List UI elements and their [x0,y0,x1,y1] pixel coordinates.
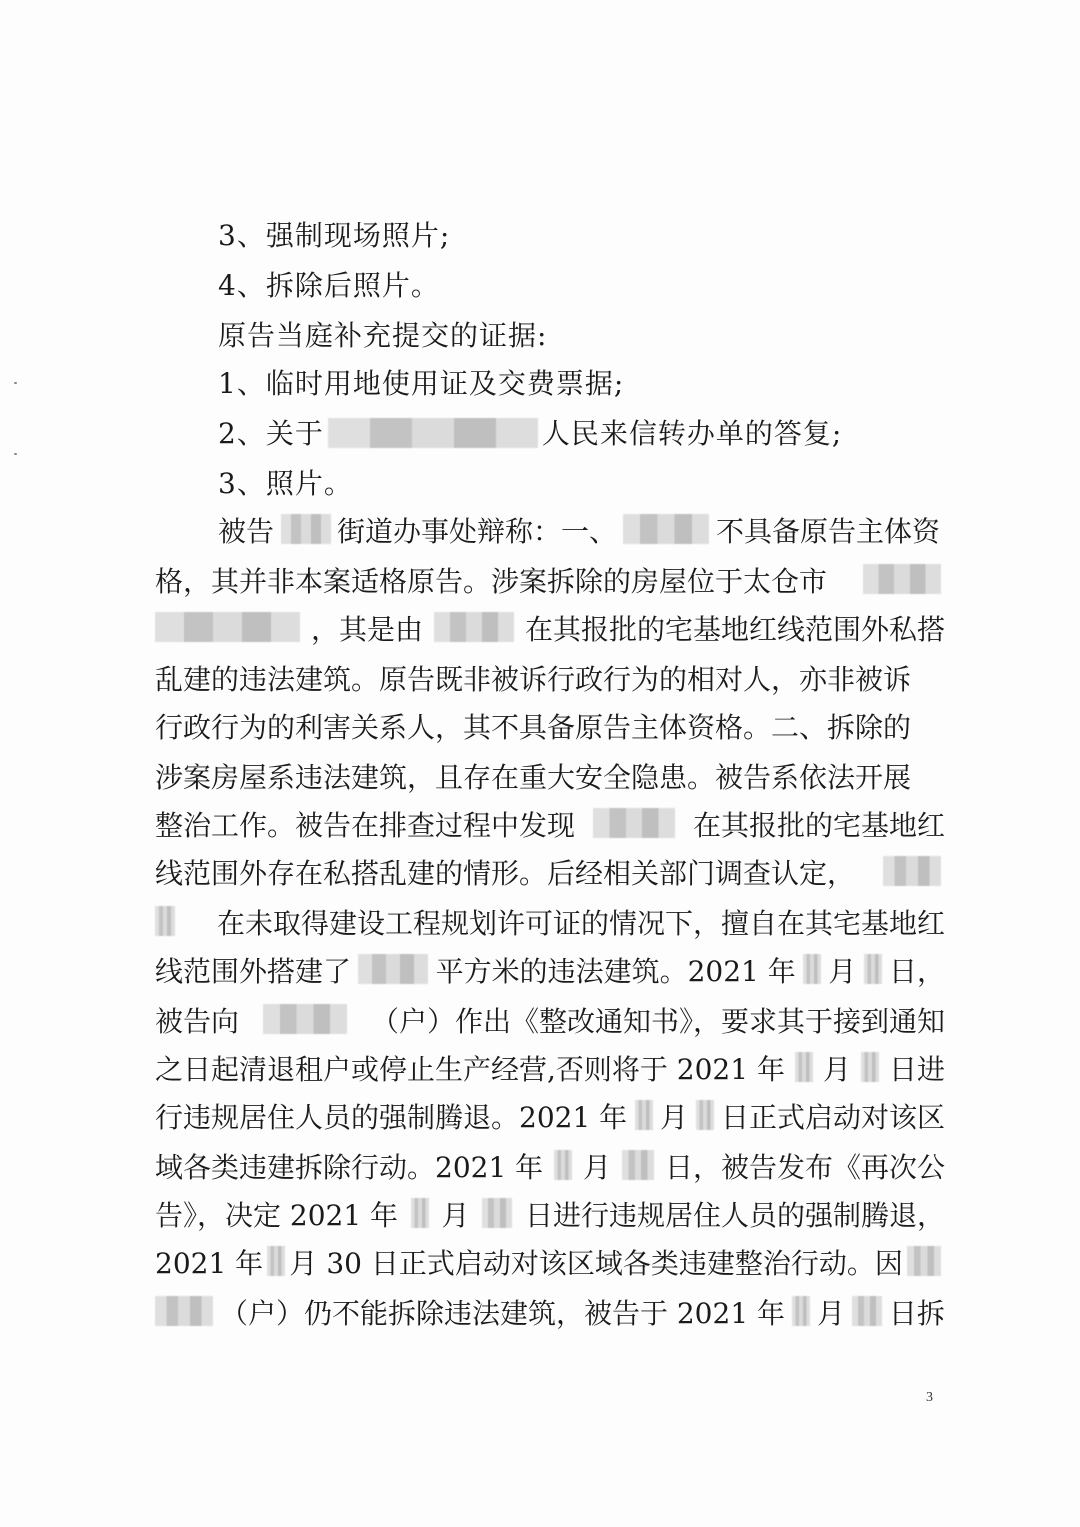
redaction [803,954,821,984]
plaintiff-evidence-1 [218,366,1008,402]
text: （户）仍不能拆除违法建筑，被告于 2021 年 [219,1297,786,1330]
paragraph-line [155,1150,945,1186]
redaction [792,1296,810,1326]
text: 日进行违规居住人员的强制腾退， [524,1199,945,1232]
scan-speck [14,382,17,384]
text: 1、临时用地使用证及交费票据; [218,367,625,400]
redaction [623,514,709,544]
text: 线范围外搭建了 [155,955,352,988]
redaction [554,1150,572,1180]
text: 月 [816,1297,845,1330]
redaction [328,418,538,448]
text: 月 [822,1053,851,1086]
text: 3、强制现场照片; [218,219,451,252]
redaction [267,1246,285,1276]
redaction [864,954,882,984]
paragraph-line [155,906,945,942]
text: 日，被告发布《再次公 [664,1151,945,1184]
text: ，其是由 [310,613,423,646]
text: 在其报批的宅基地红 [692,809,945,842]
redaction [358,954,428,984]
text: 行政行为的利害关系人，其不具备原告主体资格。二、拆除的 [155,711,912,744]
text: 域各类违建拆除行动。2021 年 [155,1151,544,1184]
redaction [411,1198,429,1228]
text: 行违规居住人员的强制腾退。2021 年 [155,1101,628,1134]
text: 月 30 日正式启动对该区域各类违建整治行动。因 [289,1247,903,1280]
paragraph-line [155,856,945,892]
text: 月 [828,955,857,988]
redaction [863,564,941,594]
text: 人民来信转办单的答复; [541,417,843,450]
evidence-item-3 [218,218,1008,254]
paragraph-line [155,564,945,600]
plaintiff-evidence-heading [218,318,1008,354]
paragraph-line [155,760,945,796]
paragraph-line [155,1198,945,1234]
text: 乱建的违法建筑。原告既非被诉行政行为的相对人，亦非被诉 [155,663,912,696]
redaction [263,1004,347,1034]
paragraph-line [155,1052,945,1088]
redaction [622,1150,654,1180]
redaction [795,1052,813,1082]
paragraph-line [155,1246,945,1282]
redaction [155,612,300,642]
text: 月 [441,1199,470,1232]
text: 原告当庭补充提交的证据: [218,319,548,352]
redaction [593,808,675,838]
redaction [281,514,331,544]
text: 3、照片。 [218,467,353,500]
text: 日进 [888,1053,945,1086]
redaction [155,906,175,936]
scan-speck [14,453,17,455]
evidence-item-4 [218,268,1008,304]
text: （户）作出《整改通知书》，要求其于接到通知 [370,1005,945,1038]
text: 2021 年 [155,1247,264,1280]
redaction [907,1246,941,1276]
text: 告》，决定 2021 年 [155,1199,399,1232]
text: 不具备原告主体资 [715,515,940,548]
paragraph-line [155,954,945,990]
text: 2、关于 [218,417,324,450]
paragraph-line [155,808,945,844]
paragraph-line [155,662,945,698]
text: 格，其并非本案适格原告。涉案拆除的房屋位于太仓市 [155,565,828,598]
text: 在其报批的宅基地红线范围外私搭 [524,613,945,646]
paragraph-line [155,612,945,648]
paragraph-line [155,710,945,746]
page-number: 3 [926,1390,933,1405]
redaction [155,1296,213,1326]
text: 日正式启动对该区 [720,1101,945,1134]
text: 整治工作。被告在排查过程中发现 [155,809,576,842]
plaintiff-evidence-2 [218,416,1008,452]
text: 街道办事处辩称：一、 [336,515,617,548]
text: 在未取得建设工程规划许可证的情况下，擅自在其宅基地红 [216,907,945,940]
redaction [482,1198,512,1228]
text: 被告 [218,515,275,548]
redaction [635,1100,653,1130]
paragraph-line [155,1004,945,1040]
text: 月 [583,1151,612,1184]
text: 4、拆除后照片。 [218,269,440,302]
text: 月 [660,1101,689,1134]
redaction [852,1296,882,1326]
plaintiff-evidence-3 [218,466,1008,502]
paragraph-line [155,1100,945,1136]
redaction [434,612,514,642]
text: 之日起清退租户或停止生产经营,否则将于 2021 年 [155,1053,785,1086]
redaction [696,1100,714,1130]
text: 日拆 [888,1297,945,1330]
text: 平方米的违法建筑。2021 年 [435,955,796,988]
paragraph-line [218,514,940,550]
text: 被告向 [155,1005,240,1038]
redaction [883,856,941,886]
paragraph-line [155,1296,945,1332]
redaction [861,1052,879,1082]
text: 涉案房屋系违法建筑，且存在重大安全隐患。被告系依法开展 [155,761,912,794]
text: 线范围外存在私搭乱建的情形。后经相关部门调查认定， [155,857,856,890]
text: 日， [888,955,945,988]
